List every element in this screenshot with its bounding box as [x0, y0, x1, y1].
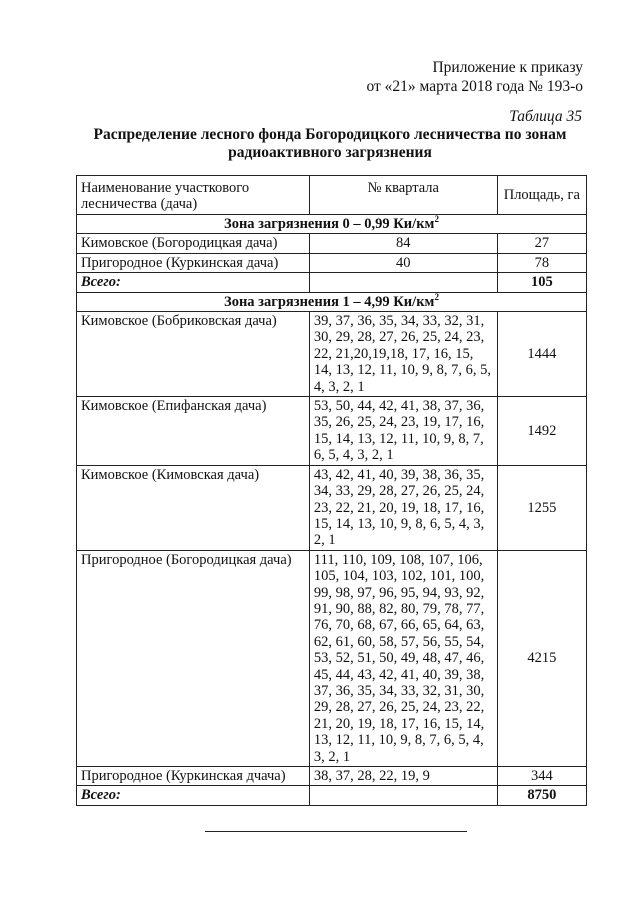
total-label: Всего: — [77, 786, 310, 805]
row-area: 78 — [497, 253, 586, 272]
table-row — [77, 550, 587, 766]
table-row — [77, 465, 587, 550]
table-title — [70, 126, 590, 162]
header-name: Наименование участкового лесничества (дача) — [77, 176, 310, 215]
header-quarter: № квартала — [309, 176, 497, 215]
row-area: 4215 — [497, 550, 586, 766]
table-row — [77, 234, 587, 253]
total-area: 105 — [497, 273, 586, 292]
row-quarters: 38, 37, 28, 22, 19, 9 — [309, 767, 497, 786]
row-quarters: 39, 37, 36, 35, 34, 33, 32, 31, 30, 29, 28, 27, 26, 25, 24, 23, 22, 21,20,19,18, 17, 16, 15, 14, 13, 12, 11, 10, 9, 8, 7, 6, 5, 4, 3, 2, 1 — [309, 312, 497, 397]
row-name: Пригородное (Богородицкая дача) — [77, 550, 310, 766]
row-quarters: 111, 110, 109, 108, 107, 106, 105, 104, 103, 102, 101, 100, 99, 98, 97, 96, 95, 94, 93, 92, 91, 90, 88, 82, 80, 79, 78, 77, 76, 70, 68, 67, 66, 65, 64, 63, 62, 61, 60, 58, 57, 56, 55, 54, 53, 52, 51, 50, 49, 48, 47, 46, 45, 44, 43, 42, 41, 40, 39, 38, 37, 36, 35, 34, 33, 32, 31, 30, 29, 28, 27, 26, 25, 24, 23, 22, 21, 20, 19, 18, 17, 16, 15, 14, 13, 12, 11, 10, 9, 8, 7, 6, 5, 4, 3, 2, 1 — [309, 550, 497, 766]
table-row — [77, 767, 587, 786]
table-row — [77, 253, 587, 272]
header-area: Площадь, га — [497, 176, 586, 215]
table-number: Таблица 35 — [509, 108, 582, 125]
row-name: Кимовское (Бобриковская дача) — [77, 312, 310, 397]
zone-2-total-row — [77, 786, 587, 805]
zone-1-total-row — [77, 273, 587, 292]
table-row — [77, 397, 587, 466]
appendix-line-2: от «21» марта 2018 года № 193-о — [366, 78, 583, 95]
total-empty — [309, 273, 497, 292]
row-quarters: 84 — [309, 234, 497, 253]
zone-2-row — [77, 292, 587, 311]
title-line-1: Распределение лесного фонда Богородицкого лесничества по зонам — [93, 126, 567, 143]
total-empty — [309, 786, 497, 805]
row-name: Пригородное (Куркинская дчача) — [77, 767, 310, 786]
row-name: Кимовское (Богородицкая дача) — [77, 234, 310, 253]
zone-2-label: Зона загрязнения 1 – 4,99 $Ки/км^2$ — [77, 292, 587, 311]
row-area: 27 — [497, 234, 586, 253]
title-line-2: радиоактивного загрязнения — [228, 144, 432, 161]
row-quarters: 53, 50, 44, 42, 41, 38, 37, 36, 35, 26, 25, 24, 23, 19, 17, 16, 15, 14, 13, 12, 11, 10, 9, 8, 7, 6, 5, 4, 3, 2, 1 — [309, 397, 497, 466]
total-label: Всего: — [77, 273, 310, 292]
footer-rule — [205, 831, 467, 832]
table-row — [77, 312, 587, 397]
zone-1-row — [77, 215, 587, 234]
row-name: Кимовское (Кимовская дача) — [77, 465, 310, 550]
total-area: 8750 — [497, 786, 586, 805]
zone-2-sup: 2 — [434, 291, 439, 302]
forest-distribution-table — [76, 175, 587, 806]
row-name: Кимовское (Епифанская дача) — [77, 397, 310, 466]
row-area: 1444 — [497, 312, 586, 397]
appendix-note — [366, 58, 583, 96]
header-row — [77, 176, 587, 215]
row-area: 1255 — [497, 465, 586, 550]
row-area: 1492 — [497, 397, 586, 466]
appendix-line-1: Приложение к приказу — [432, 59, 583, 76]
row-quarters: 43, 42, 41, 40, 39, 38, 36, 35, 34, 33, 29, 28, 27, 26, 25, 24, 23, 22, 21, 20, 19, 18, 17, 16, 15, 14, 13, 10, 9, 8, 6, 5, 4, 3, 2, 1 — [309, 465, 497, 550]
zone-1-label: Зона загрязнения 0 – 0,99 $Ки/км^2$ — [77, 215, 587, 234]
row-area: 344 — [497, 767, 586, 786]
zone-1-sup: 2 — [434, 214, 439, 225]
row-name: Пригородное (Куркинская дача) — [77, 253, 310, 272]
row-quarters: 40 — [309, 253, 497, 272]
